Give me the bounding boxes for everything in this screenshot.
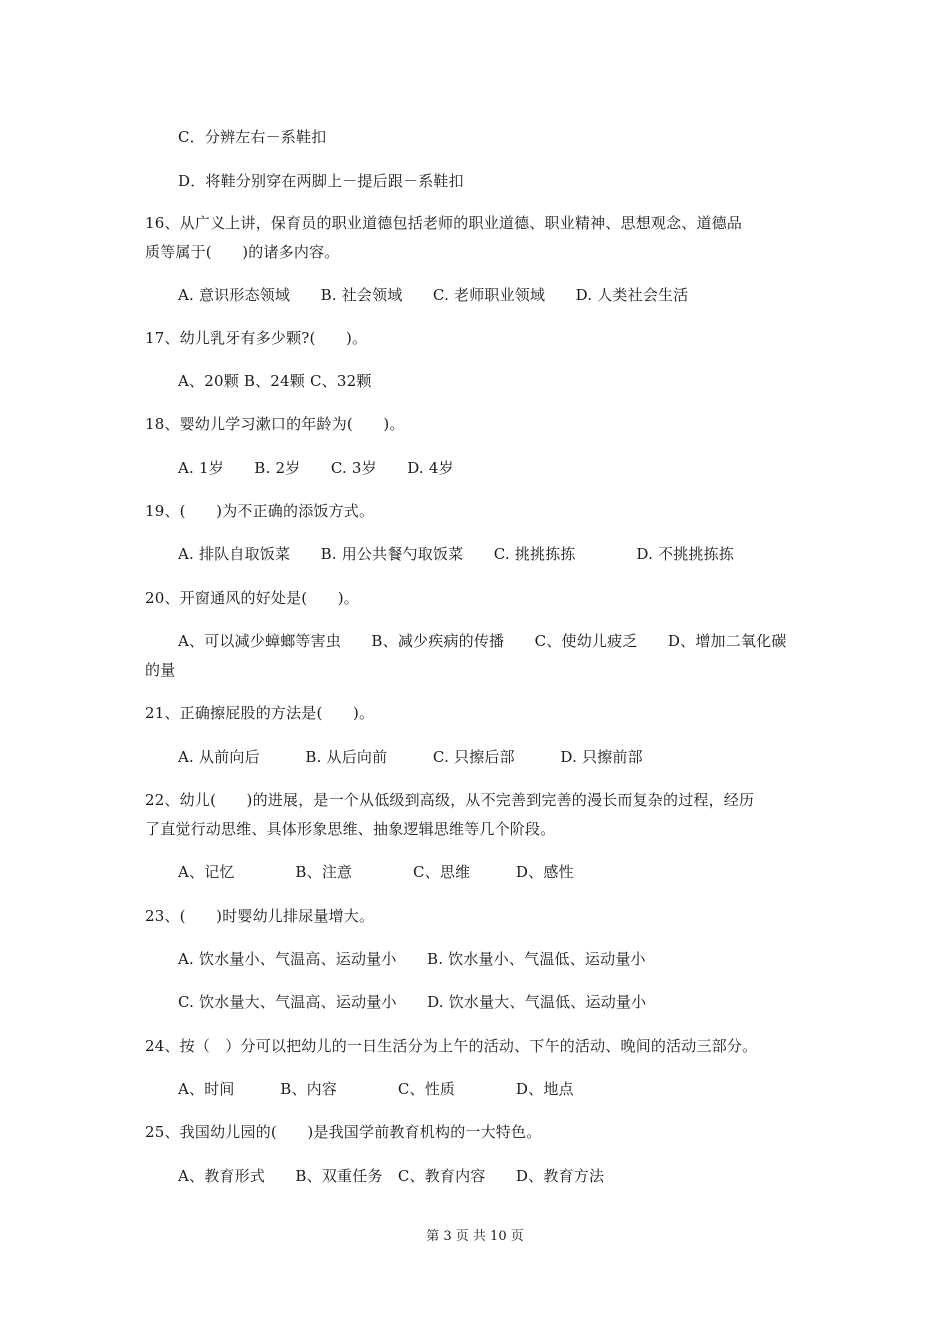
options-22: A、记忆 B、注意 C、思维 D、感性 bbox=[178, 863, 574, 881]
options-23-cd: C. 饮水量大、气温高、运动量小 D. 饮水量大、气温低、运动量小 bbox=[178, 993, 647, 1011]
question-22: 22、幼儿( )的进展，是一个从低级到高级，从不完善到完善的漫长而复杂的过程，经历 bbox=[145, 791, 755, 809]
options-21: A. 从前向后 B. 从后向前 C. 只擦后部 D. 只擦前部 bbox=[178, 748, 643, 766]
options-24: A、时间 B、内容 C、性质 D、地点 bbox=[178, 1080, 574, 1098]
options-18: A. 1岁 B. 2岁 C. 3岁 D. 4岁 bbox=[178, 459, 454, 477]
options-17: A、20颗 B、24颗 C、32颗 bbox=[178, 372, 372, 390]
page-footer: 第 3 页 共 10 页 bbox=[426, 1229, 524, 1244]
options-20-cont: 的量 bbox=[145, 661, 176, 679]
question-19: 19、( )为不正确的添饭方式。 bbox=[145, 502, 375, 520]
options-25: A、教育形式 B、双重任务 C、教育内容 D、教育方法 bbox=[178, 1167, 605, 1185]
question-20: 20、开窗通风的好处是( )。 bbox=[145, 589, 359, 607]
question-16: 16、从广义上讲，保育员的职业道德包括老师的职业道德、职业精神、思想观念、道德品 bbox=[145, 214, 743, 232]
option-line: D．将鞋分别穿在两脚上－提后跟－系鞋扣 bbox=[178, 172, 464, 190]
options-23-ab: A. 饮水量小、气温高、运动量小 B. 饮水量小、气温低、运动量小 bbox=[178, 950, 646, 968]
question-24: 24、按（ ）分可以把幼儿的一日生活分为上午的活动、下午的活动、晚间的活动三部分。 bbox=[145, 1037, 758, 1055]
question-18: 18、婴幼儿学习漱口的年龄为( )。 bbox=[145, 415, 405, 433]
option-line: C．分辨左右－系鞋扣 bbox=[178, 128, 327, 146]
options-16: A. 意识形态领域 B. 社会领域 C. 老师职业领域 D. 人类社会生活 bbox=[178, 286, 689, 304]
question-22-cont: 了直觉行动思维、具体形象思维、抽象逻辑思维等几个阶段。 bbox=[145, 820, 556, 838]
question-17: 17、幼儿乳牙有多少颗?( )。 bbox=[145, 329, 368, 347]
options-19: A. 排队自取饭菜 B. 用公共餐勺取饭菜 C. 挑挑拣拣 D. 不挑挑拣拣 bbox=[178, 545, 735, 563]
question-23: 23、( )时婴幼儿排尿量增大。 bbox=[145, 907, 375, 925]
question-16-cont: 质等属于( )的诸多内容。 bbox=[145, 243, 340, 261]
options-20: A、可以减少蟑螂等害虫 B、减少疾病的传播 C、使幼儿疲乏 D、增加二氧化碳 bbox=[178, 632, 787, 650]
question-21: 21、正确擦屁股的方法是( )。 bbox=[145, 704, 375, 722]
question-25: 25、我国幼儿园的( )是我国学前教育机构的一大特色。 bbox=[145, 1123, 542, 1141]
